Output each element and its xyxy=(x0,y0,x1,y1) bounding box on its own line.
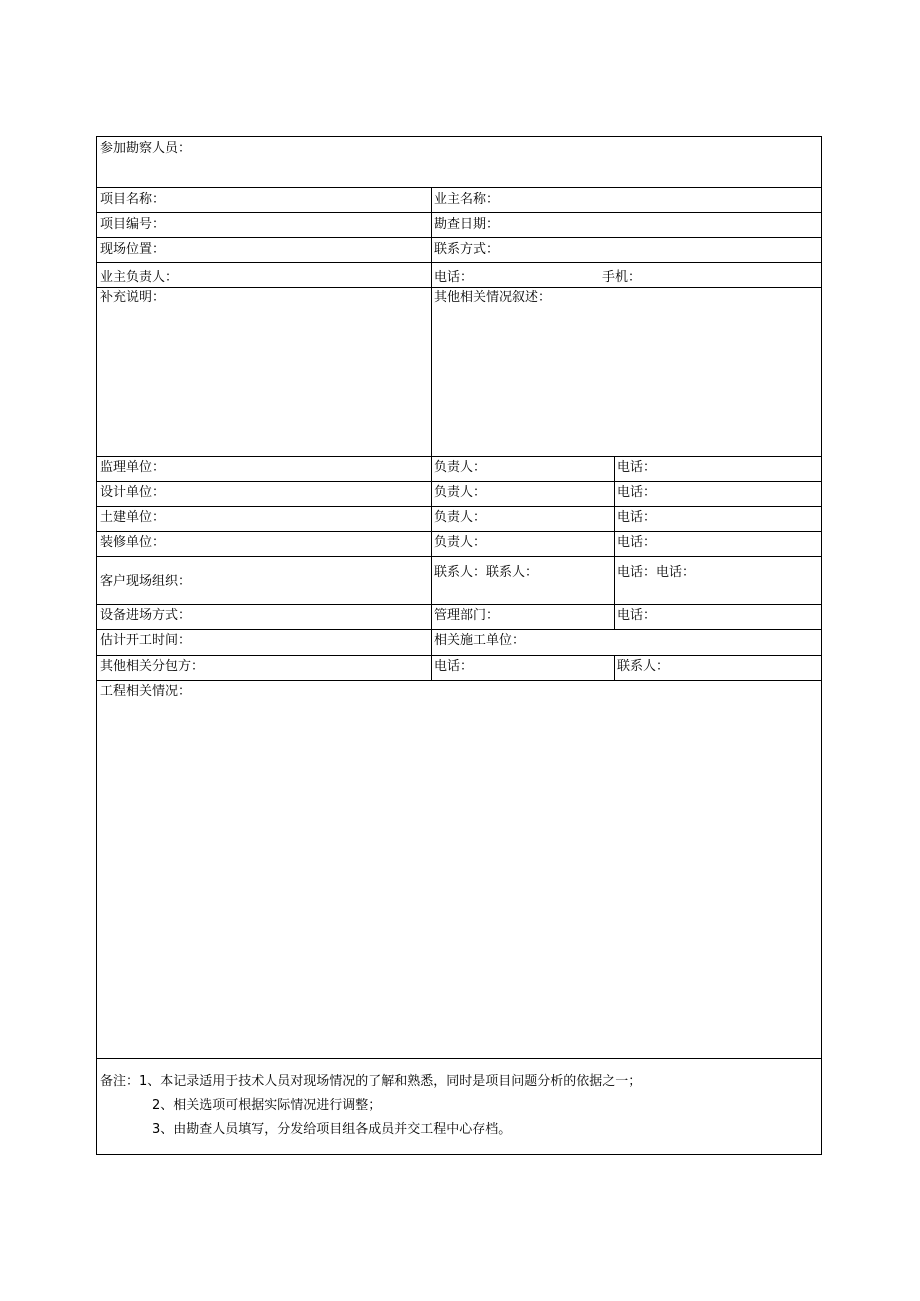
supplement-label: 补充说明： xyxy=(100,290,166,305)
project-name-label: 项目名称： xyxy=(100,192,166,207)
row-divider xyxy=(97,287,821,288)
design-person-label: 负责人： xyxy=(434,485,487,500)
subcontractor-contact-label: 联系人： xyxy=(617,659,670,674)
project-situation-label: 工程相关情况： xyxy=(100,684,192,699)
owner-mobile-label: 手机： xyxy=(602,270,642,285)
row-divider xyxy=(97,456,821,457)
row-divider xyxy=(97,531,821,532)
site-survey-form xyxy=(96,136,822,1155)
customer-phones-label: 电话：电话： xyxy=(617,565,696,580)
civil-person-label: 负责人： xyxy=(434,510,487,525)
customer-contacts-label: 联系人：联系人： xyxy=(434,565,539,580)
note-line-2: 2、相关选项可根据实际情况进行调整； xyxy=(152,1098,382,1113)
subcontractor-phone-label: 电话： xyxy=(434,659,474,674)
row-divider xyxy=(97,629,821,630)
survey-date-label: 勘查日期： xyxy=(434,217,500,232)
owner-phone-label: 电话： xyxy=(434,270,474,285)
design-phone-label: 电话： xyxy=(617,485,657,500)
decoration-phone-label: 电话： xyxy=(617,535,657,550)
row-divider xyxy=(97,655,821,656)
row-divider xyxy=(97,237,821,238)
row-divider xyxy=(97,262,821,263)
civil-phone-label: 电话： xyxy=(617,510,657,525)
equipment-entry-label: 设备进场方式： xyxy=(100,608,192,623)
survey-staff-label: 参加勘察人员： xyxy=(100,141,192,156)
owner-manager-label: 业主负责人： xyxy=(100,270,179,285)
subcontractor-label: 其他相关分包方： xyxy=(100,659,205,674)
note-line-3: 3、由勘查人员填写，分发给项目组各成员并交工程中心存档。 xyxy=(152,1122,512,1137)
design-unit-label: 设计单位： xyxy=(100,485,166,500)
decoration-person-label: 负责人： xyxy=(434,535,487,550)
row-divider xyxy=(97,604,821,605)
column-divider xyxy=(614,456,615,630)
site-location-label: 现场位置： xyxy=(100,242,166,257)
column-divider xyxy=(431,187,432,680)
column-divider xyxy=(614,655,615,680)
row-divider xyxy=(97,481,821,482)
row-divider xyxy=(97,212,821,213)
row-divider xyxy=(97,556,821,557)
supervision-phone-label: 电话： xyxy=(617,460,657,475)
project-number-label: 项目编号： xyxy=(100,217,166,232)
other-situation-label: 其他相关情况叙述： xyxy=(434,290,552,305)
row-divider xyxy=(97,680,821,681)
decoration-unit-label: 装修单位： xyxy=(100,535,166,550)
row-divider xyxy=(97,187,821,188)
supervision-unit-label: 监理单位： xyxy=(100,460,166,475)
note-line-1: 备注：1、本记录适用于技术人员对现场情况的了解和熟悉，同时是项目问题分析的依据之一； xyxy=(100,1074,642,1089)
management-dept-label: 管理部门： xyxy=(434,608,500,623)
start-time-label: 估计开工时间： xyxy=(100,633,192,648)
supervision-person-label: 负责人： xyxy=(434,460,487,475)
construction-unit-label: 相关施工单位： xyxy=(434,633,526,648)
contact-method-label: 联系方式： xyxy=(434,242,500,257)
civil-unit-label: 土建单位： xyxy=(100,510,166,525)
equipment-phone-label: 电话： xyxy=(617,608,657,623)
owner-name-label: 业主名称： xyxy=(434,192,500,207)
customer-org-label: 客户现场组织： xyxy=(100,574,192,589)
row-divider xyxy=(97,1058,821,1059)
row-divider xyxy=(97,506,821,507)
